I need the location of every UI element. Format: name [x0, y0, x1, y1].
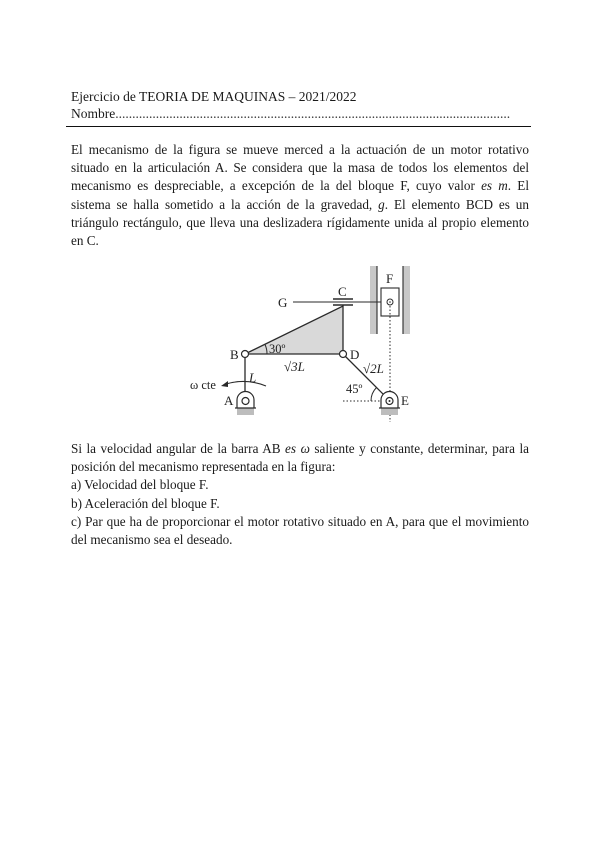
name-field[interactable]: ..................................................................................................................... [115, 106, 511, 121]
question-es: es [285, 441, 297, 456]
label-omega: ω cte [190, 378, 216, 392]
angle-arc-e [371, 388, 377, 402]
label-c: C [338, 284, 347, 299]
mechanism-figure [190, 262, 430, 422]
problem-statement [71, 141, 529, 250]
label-a: A [224, 393, 234, 408]
triangle-bcd [245, 306, 343, 354]
label-e: E [401, 393, 409, 408]
label-length-bd: √3L [284, 359, 305, 374]
support-e [379, 392, 400, 416]
label-b: B [230, 347, 239, 362]
question-block [71, 440, 529, 549]
question-item-c: c) Par que ha de proporcionar el motor rotativo situado en A, para que el movimiento del mecanismo sea el deseado. [71, 513, 529, 548]
label-f: F [386, 271, 394, 286]
header-divider [66, 126, 531, 127]
omega-symbol: ω [300, 441, 310, 456]
joint-d [340, 351, 347, 358]
question-item-b: b) Aceleración del bloque F. [71, 495, 220, 511]
mass-symbol: m [498, 178, 508, 194]
intro-paragraph: El mecanismo de la figura se mueve merced a la actuación de un motor rotativo situado en la articulación A. Se considera que la masa de todos los elementos del mecanismo es despreciable, a excepción de la del bloque F, cuyo valor es m. El sistema se halla sometido a la acción de la gravedad, g. El elemento BCD es un triángulo rectángulo, que lleva una deslizadera rígidamente unida al propio elemento en C. [71, 142, 529, 249]
exercise-title: Ejercicio de TEORIA DE MAQUINAS – 2021/2022 [71, 89, 357, 104]
mechanism-diagram [190, 262, 430, 422]
name-label: Nombre [71, 106, 116, 121]
label-length-de: √2L [363, 361, 384, 376]
label-d: D [350, 347, 360, 362]
exercise-header [71, 88, 531, 122]
label-angle-e: 45º [346, 382, 363, 396]
question-intro: Si la velocidad angular de la barra AB es ω saliente y constante, determinar, para la posición del mecanismo representada en la figura: [71, 441, 529, 475]
name-line [71, 105, 531, 122]
mass-es: es [481, 178, 493, 194]
support-a [235, 392, 256, 416]
joint-b [242, 351, 249, 358]
label-length-ab: L [249, 370, 257, 385]
omega-arrow [226, 381, 266, 386]
label-g: G [278, 295, 288, 310]
omega-arrowhead-icon [221, 381, 228, 387]
gravity-symbol: g [378, 196, 385, 212]
question-item-a: a) Velocidad del bloque F. [71, 477, 209, 493]
label-angle-b: 30º [269, 342, 286, 356]
